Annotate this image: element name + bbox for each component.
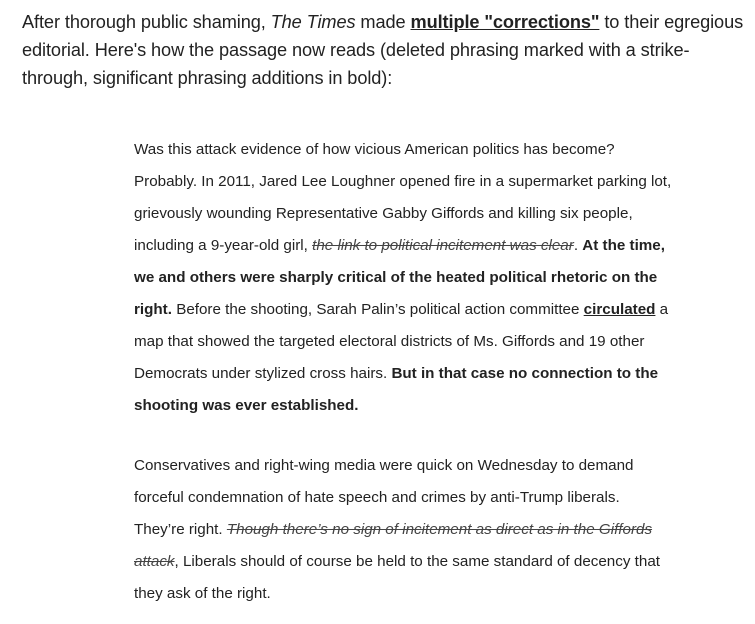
quote1-text-1: Was this attack evidence of how vicious American politics has become? Probably. In 2011, Jared Lee Loughner opened fire in a supermarket parking lot, grievously wounding Representative Gabby Giffords and killing six people, including a 9-year-old girl, (134, 141, 672, 254)
intro-text-1: After thorough public shaming, (22, 12, 271, 32)
publication-name: The Times (270, 12, 356, 32)
blockquote-paragraph-2 (134, 450, 674, 610)
intro-text-2: made (355, 12, 411, 32)
quote2-text-2: , Liberals should of course be held to the same standard of decency that they ask of the right. (134, 553, 660, 602)
quote1-text-2: . (573, 237, 583, 254)
quote1-text-3: Before the shooting, Sarah Palin’s political action committee (171, 301, 584, 318)
deleted-phrase-2: Though there’s no sign of incitement as direct as in the Giffords attack (134, 521, 653, 570)
blockquote-paragraph-1 (134, 134, 674, 422)
deleted-phrase-1: the link to political incitement was clear (312, 237, 574, 254)
intro-paragraph (22, 8, 752, 92)
added-phrase-2: But in that case no connection to the shooting was ever established. (134, 365, 659, 414)
corrections-link[interactable]: multiple "corrections" (410, 12, 600, 32)
quote1-text-4: a map that showed the targeted electoral districts of Ms. Giffords and 19 other Democrats under stylized cross hairs. (134, 301, 669, 382)
circulated-link[interactable]: circulated (583, 301, 656, 318)
added-phrase-1: At the time, we and others were sharply critical of the heated political rhetoric on the right. (134, 237, 665, 318)
intro-text-3: to their egregious editorial. Here's how the passage now reads (deleted phrasing marked with a strike-through, significant phrasing additions in bold): (22, 12, 744, 88)
quote2-text-1: Conservatives and right-wing media were quick on Wednesday to demand forceful condemnation of hate speech and crimes by anti-Trump liberals. They’re right. (134, 457, 634, 538)
